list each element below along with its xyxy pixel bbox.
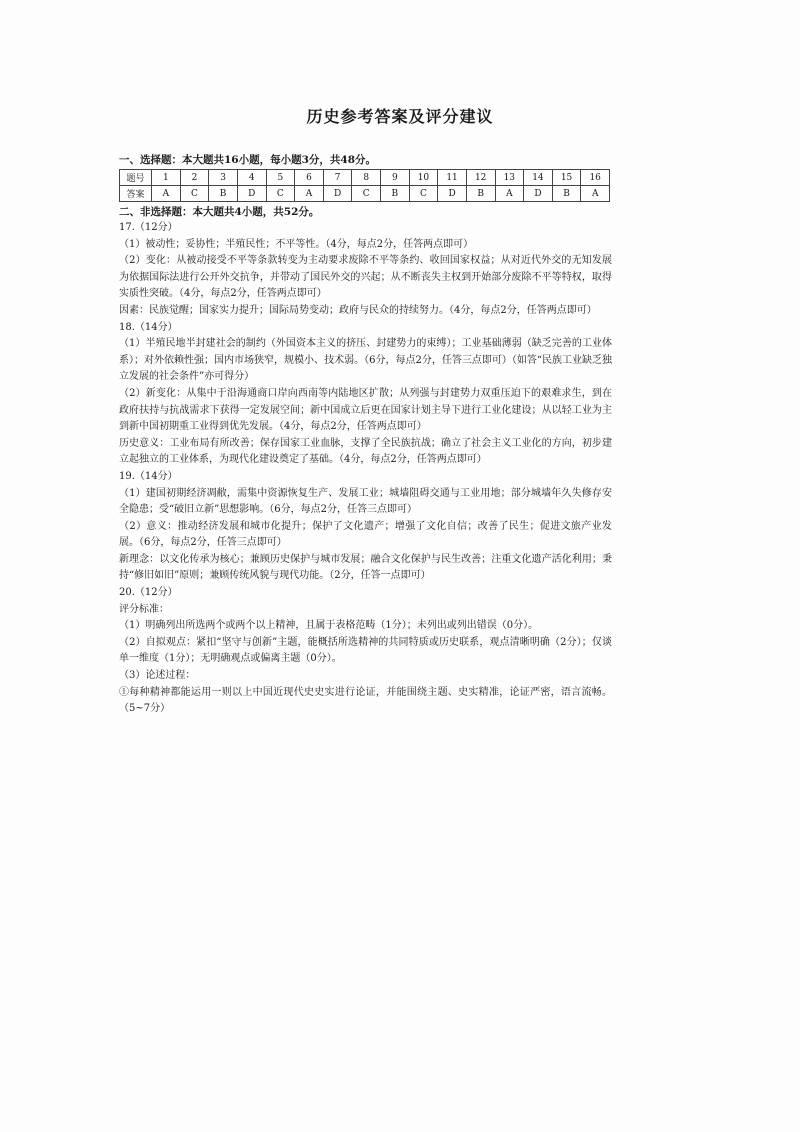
number-cell: 1 <box>152 170 181 186</box>
answer-cell: B <box>552 186 581 202</box>
answer-cell: A <box>295 186 324 202</box>
number-cell: 6 <box>295 170 324 186</box>
answer-cell: D <box>237 186 266 202</box>
q19-part2-significance: （2）意义：推动经济发展和城市化提升；保护了文化遗产；增强了文化自信；改善了民生；促进文旅产业发展。（6分，每点2分，任答三点即可） <box>119 520 612 549</box>
q17-part2-factors: 因素：民族觉醒；国家实力提升；国际局势变动；政府与民众的持续努力。（4分，每点2分，任答两点即可） <box>119 304 597 316</box>
row-label-number: 题号 <box>120 170 152 186</box>
answer-cell: B <box>209 186 238 202</box>
q20-criterion-3-item1: ①每种精神都能运用一则以上中国近现代史史实进行论证，并能围绕主题、史实精准，论证严密，语言流畅。（5~7分） <box>119 686 612 715</box>
answer-cell: B <box>381 186 410 202</box>
q19-part1: （1）建国初期经济凋敝，需集中资源恢复生产、发展工业；城墙阻碍交通与工业用地；部分城墙年久失修存安全隐患；受“破旧立新”思想影响。（6分，每点2分，任答三点即可） <box>119 487 612 516</box>
number-cell: 5 <box>266 170 295 186</box>
answer-cell: A <box>581 186 610 202</box>
answer-cell: A <box>495 186 524 202</box>
number-cell: 4 <box>237 170 266 186</box>
number-cell: 10 <box>409 170 438 186</box>
number-cell: 2 <box>180 170 209 186</box>
q19-part2-ideas: 新理念：以文化传承为核心；兼顾历史保护与城市发展；融合文化保护与民生改善；注重文化遗产活化利用；秉持“修旧如旧”原则；兼顾传统风貌与现代功能。（2分，任答一点即可） <box>119 553 612 582</box>
number-cell: 12 <box>466 170 495 186</box>
q20-criterion-3: （3）论述过程： <box>119 670 196 682</box>
answer-body <box>119 220 612 718</box>
number-cell: 7 <box>323 170 352 186</box>
q17-part2-changes: （2）变化：从被动接受不平等条款转变为主动要求废除不平等条约、收回国家权益；从对近代外交的无知发展为依据国际法进行公开外交抗争，并带动了国民外交的兴起；从不断丧失主权到开始部分废除不平等特权，取得实质性突破。（4分，每点2分，任答两点即可） <box>119 255 612 300</box>
q18-part2-changes: （2）新变化：从集中于沿海通商口岸向西南等内陆地区扩散；从列强与封建势力双重压迫下的艰难求生，到在政府扶持与抗战需求下获得一定发展空间；新中国成立后更在国家计划主导下进行工业化建设；从以轻工业为主到新中国初期重工业得到优先发展。（4分，每点2分，任答两点即可） <box>119 387 612 433</box>
page-title: 历史参考答案及评分建议 <box>306 107 494 126</box>
answer-cell: D <box>438 186 467 202</box>
row-label-answer: 答案 <box>120 186 152 202</box>
section-1-heading: 一、选择题：本大题共16小题，每小题3分，共48分。 <box>119 154 377 166</box>
number-cell: 9 <box>381 170 410 186</box>
q18-part2-significance: 历史意义：工业布局有所改善；保存国家工业血脉，支撑了全民族抗战；确立了社会主义工业化的方向，初步建立起独立的工业体系，为现代化建设奠定了基础。（4分，每点2分，任答两点即可） <box>119 437 612 466</box>
answer-cell: A <box>152 186 181 202</box>
section-2-heading: 二、非选择题：本大题共4小题，共52分。 <box>119 206 320 218</box>
answer-row <box>120 186 610 202</box>
q18-heading: 18.（14分） <box>119 321 178 333</box>
question-number-row <box>120 170 610 186</box>
answer-cell: B <box>466 186 495 202</box>
q20-criterion-1: （1）明确列出所选两个或两个以上精神，且属于表格范畴（1分）；未列出或列出错误（0分）。 <box>119 620 539 632</box>
number-cell: 3 <box>209 170 238 186</box>
q17-part1: （1）被动性；妥协性；半殖民性；不平等性。（4分，每点2分，任答两点即可） <box>119 238 474 250</box>
number-cell: 8 <box>352 170 381 186</box>
number-cell: 14 <box>524 170 553 186</box>
answer-cell: C <box>266 186 295 202</box>
answer-cell: C <box>409 186 438 202</box>
q17-heading: 17.（12分） <box>119 222 178 233</box>
answer-table <box>119 169 610 202</box>
q20-criteria-label: 评分标准： <box>119 603 169 615</box>
q20-heading: 20.（12分） <box>119 587 178 599</box>
answer-cell: D <box>524 186 553 202</box>
number-cell: 13 <box>495 170 524 186</box>
q18-part1: （1）半殖民地半封建社会的制约（外国资本主义的挤压、封建势力的束缚）；工业基础薄弱（缺乏完善的工业体系）；对外依赖性强；国内市场狭窄，规模小、技术弱。（6分，每点2分，任答三点即可）（如答“民族工业缺乏独立发展的社会条件”亦可得分） <box>119 338 612 383</box>
number-cell: 11 <box>438 170 467 186</box>
number-cell: 16 <box>581 170 610 186</box>
answer-cell: C <box>180 186 209 202</box>
q19-heading: 19.（14分） <box>119 470 178 482</box>
q20-criterion-2: （2）自拟观点：紧扣“坚守与创新”主题，能概括所选精神的共同特质或历史联系，观点清晰明确（2分）；仅谈单一维度（1分）；无明确观点或偏离主题（0分）。 <box>119 636 612 665</box>
answer-cell: D <box>323 186 352 202</box>
answer-cell: C <box>352 186 381 202</box>
number-cell: 15 <box>552 170 581 186</box>
